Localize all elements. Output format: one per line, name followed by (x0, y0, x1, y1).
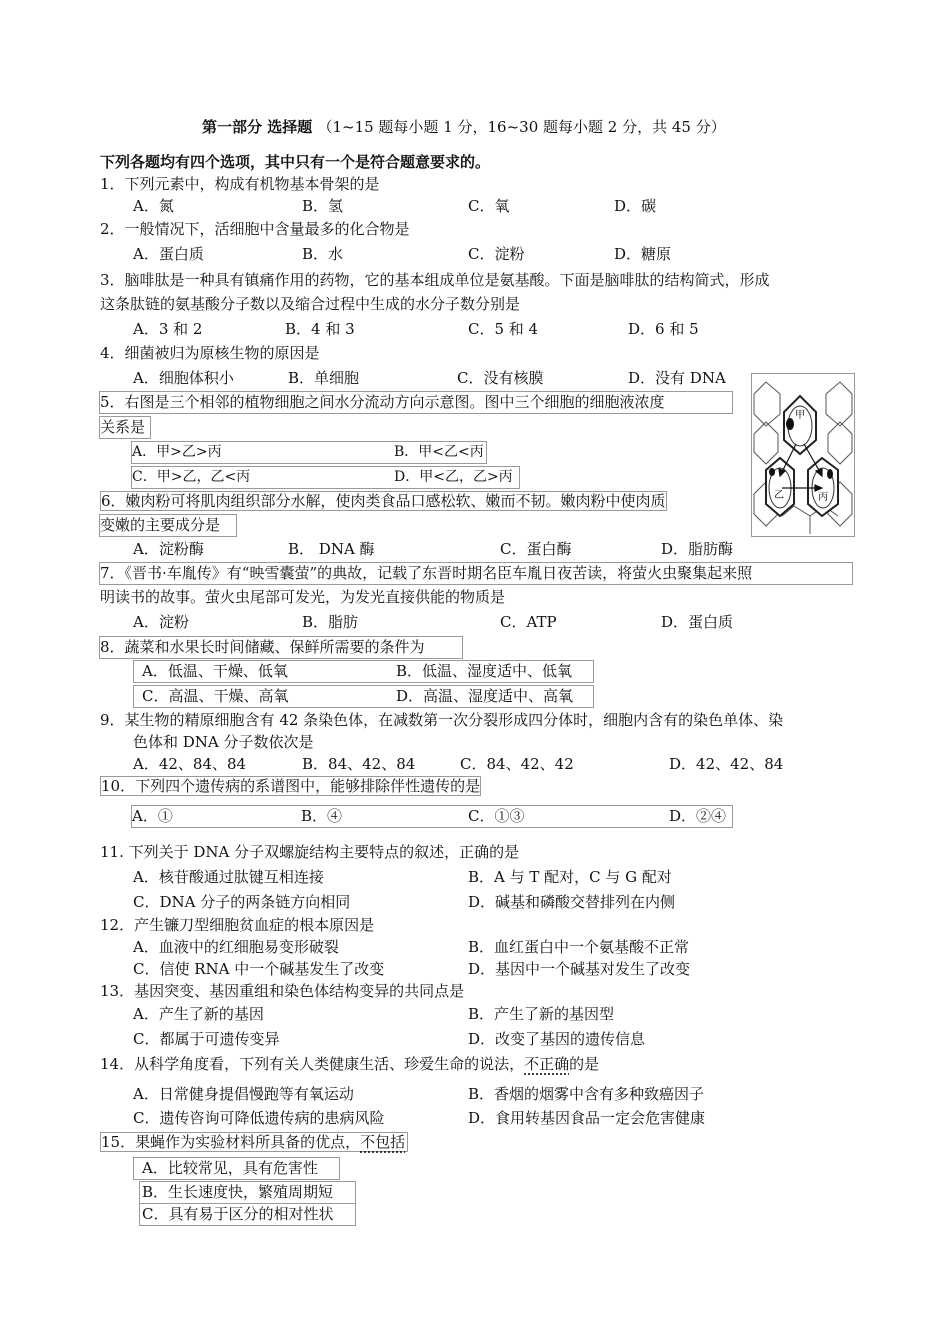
q6-option-b: B． DNA 酶 (288, 540, 375, 558)
q6-option-c: C．蛋白酶 (500, 540, 572, 558)
q9-option-d: D．42、42、84 (669, 755, 784, 773)
q14-stem (100, 1054, 599, 1074)
q12-option-c: C．信使 RNA 中一个碱基发生了改变 (133, 960, 385, 978)
q14-stem-post: 的是 (569, 1055, 600, 1073)
q3-option-a: A．3 和 2 (133, 320, 203, 338)
q4-option-b: B．单细胞 (288, 369, 360, 387)
q7-option-b: B．脂肪 (302, 613, 359, 631)
q10-option-b: B．④ (301, 807, 343, 825)
q8-options-row2 (133, 685, 594, 708)
q3-option-c: C．5 和 4 (468, 320, 539, 338)
q10-stem (100, 776, 481, 796)
q9-option-a: A．42、84、84 (133, 755, 247, 773)
q15-option-c (139, 1203, 356, 1226)
q15-option-a-text: A．比较常见，具有危害性 (142, 1159, 318, 1177)
q9-stem-line2: 色体和 DNA 分子数依次是 (133, 733, 314, 751)
q5-option-b: B．甲<乙<丙 (394, 444, 484, 460)
section-name: 第一部分 选择题 (202, 118, 313, 136)
q9-stem-line1: 9．某生物的精原细胞含有 42 条染色体，在减数第一次分裂形成四分体时，细胞内含有的染色单体、染 (100, 711, 784, 729)
q13-option-d: D．改变了基因的遗传信息 (468, 1030, 646, 1048)
q14-stem-emphasis: 不正确 (524, 1055, 570, 1073)
q2-option-a: A．蛋白质 (133, 245, 204, 263)
q15-option-a (133, 1157, 340, 1180)
q15-stem-pre: 15．果蝇作为实验材料所具备的优点， (101, 1133, 361, 1151)
q10-options-row (131, 805, 733, 828)
q15-option-b (139, 1181, 356, 1204)
q13-option-a: A．产生了新的基因 (133, 1005, 264, 1023)
label-jia: 甲 (795, 410, 805, 421)
q15-option-c-text: C．具有易于区分的相对性状 (142, 1205, 334, 1223)
q2-option-d: D．糖原 (614, 245, 672, 263)
q12-option-b: B．血红蛋白中一个氨基酸不正常 (468, 938, 690, 956)
q3-stem-line2: 这条肽链的氨基酸分子数以及缩合过程中生成的水分子数分别是 (100, 295, 521, 313)
q9-option-c: C．84、42、42 (460, 755, 574, 773)
q5-stem-line2: 关系是 (99, 416, 151, 439)
q14-option-b: B．香烟的烟雾中含有多种致癌因子 (468, 1085, 705, 1103)
q8-option-b: B．低温、湿度适中、低氧 (396, 662, 573, 680)
q6-option-d: D．脂肪酶 (661, 540, 734, 558)
q7-option-a: A．淀粉 (133, 613, 189, 631)
q2-option-c: C．淀粉 (468, 245, 525, 263)
scoring-note: （1~15 题每小题 1 分，16~30 题每小题 2 分，共 45 分） (317, 118, 726, 136)
q5-option-d: D．甲<乙，乙>丙 (394, 469, 513, 485)
q5-stem-line1: 5．右图是三个相邻的植物细胞之间水分流动方向示意图。图中三个细胞的细胞液浓度 (99, 391, 733, 414)
q4-option-a: A．细胞体积小 (133, 369, 234, 387)
q6-stem-line1 (100, 491, 667, 511)
q1-option-d: D．碳 (614, 197, 657, 215)
q1-stem: 1．下列元素中，构成有机物基本骨架的是 (100, 175, 380, 193)
q11-option-c: C．DNA 分子的两条链方向相同 (133, 893, 351, 911)
q14-option-c: C．遗传咨询可降低遗传病的患病风险 (133, 1109, 385, 1127)
q12-stem: 12．产生镰刀型细胞贫血症的根本原因是 (100, 916, 375, 934)
q4-option-c: C．没有核膜 (457, 369, 544, 387)
q4-stem: 4．细菌被归为原核生物的原因是 (100, 344, 320, 362)
q1-option-b: B．氢 (302, 197, 344, 215)
q15-stem (100, 1132, 408, 1152)
q7-option-d: D．蛋白质 (661, 613, 734, 631)
q7-stem-line2: 明读书的故事。萤火虫尾部可发光，为发光直接供能的物质是 (100, 588, 506, 606)
q6-stem-text: 6．嫩肉粉可将肌肉组织部分水解，使肉类食品口感松软、嫩而不韧。嫩肉粉中使肉质 (101, 492, 666, 510)
q14-stem-pre: 14．从科学角度看，下列有关人类健康生活、珍爱生命的说法， (100, 1055, 525, 1073)
q12-option-d: D．基因中一个碱基对发生了改变 (468, 960, 691, 978)
q9-option-b: B．84、42、84 (302, 755, 416, 773)
instructions: 下列各题均有四个选项，其中只有一个是符合题意要求的。 (100, 153, 491, 171)
q10-option-a: A．① (132, 807, 173, 825)
q12-option-a: A．血液中的红细胞易变形破裂 (133, 938, 339, 956)
q11-option-a: A．核苷酸通过肽键互相连接 (133, 868, 324, 886)
q8-stem: 8．蔬菜和水果长时间储藏、保鲜所需要的条件为 (99, 636, 463, 659)
q13-stem: 13．基因突变、基因重组和染色体结构变异的共同点是 (100, 982, 465, 1000)
q5-option-a: A．甲>乙>丙 (132, 444, 222, 460)
q7-stem-line1: 7．《晋书·车胤传》有“映雪囊萤”的典故，记载了东晋时期名臣车胤日夜苦读，将萤火虫聚集起来照 (99, 562, 853, 585)
q8-option-d: D．高温、湿度适中、高氧 (396, 687, 574, 705)
q15-stem-emphasis: 不包括 (360, 1133, 406, 1151)
q2-stem: 2．一般情况下，活细胞中含量最多的化合物是 (100, 220, 410, 238)
section-title (202, 117, 726, 137)
q5-options-row1 (131, 441, 487, 464)
q6-stem-line2: 变嫩的主要成分是 (99, 514, 237, 537)
q11-stem: 11. 下列关于 DNA 分子双螺旋结构主要特点的叙述，正确的是 (100, 843, 520, 861)
q11-option-b: B．A 与 T 配对，C 与 G 配对 (468, 868, 672, 886)
q3-option-b: B．4 和 3 (285, 320, 355, 338)
q5-options-row2 (131, 466, 520, 489)
label-bing: 丙 (818, 492, 828, 503)
label-yi: 乙 (774, 490, 784, 501)
q15-stem-box (100, 1132, 408, 1152)
q8-option-c: C．高温、干燥、高氧 (142, 687, 289, 705)
q13-option-b: B．产生了新的基因型 (468, 1005, 615, 1023)
q6-option-a: A．淀粉酶 (133, 540, 204, 558)
q1-option-a: A．氮 (133, 197, 174, 215)
q8-options-row1 (133, 660, 594, 683)
q7-option-c: C．ATP (500, 613, 557, 631)
q5-option-c: C．甲>乙，乙<丙 (132, 469, 251, 485)
q1-option-c: C．氧 (468, 197, 510, 215)
q14-option-a: A．日常健身提倡慢跑等有氧运动 (133, 1085, 354, 1103)
q14-option-d: D．食用转基因食品一定会危害健康 (468, 1109, 706, 1127)
q3-stem-line1: 3．脑啡肽是一种具有镇痛作用的药物，它的基本组成单位是氨基酸。下面是脑啡肽的结构简式，形成 (100, 271, 770, 289)
q3-option-d: D．6 和 5 (628, 320, 699, 338)
q2-option-b: B．水 (302, 245, 344, 263)
q15-option-b-text: B．生长速度快，繁殖周期短 (142, 1183, 334, 1201)
q10-option-c: C．①③ (468, 807, 525, 825)
q11-option-d: D．碱基和磷酸交替排列在内侧 (468, 893, 676, 911)
q10-stem-text: 10．下列四个遗传病的系谱图中，能够排除伴性遗传的是 (101, 777, 481, 795)
q13-option-c: C．都属于可遗传变异 (133, 1030, 280, 1048)
plant-cells-figure (751, 373, 855, 537)
q10-option-d: D．②④ (669, 807, 727, 825)
q4-option-d: D．没有 DNA (628, 369, 726, 387)
q8-option-a: A．低温、干燥、低氧 (142, 662, 288, 680)
